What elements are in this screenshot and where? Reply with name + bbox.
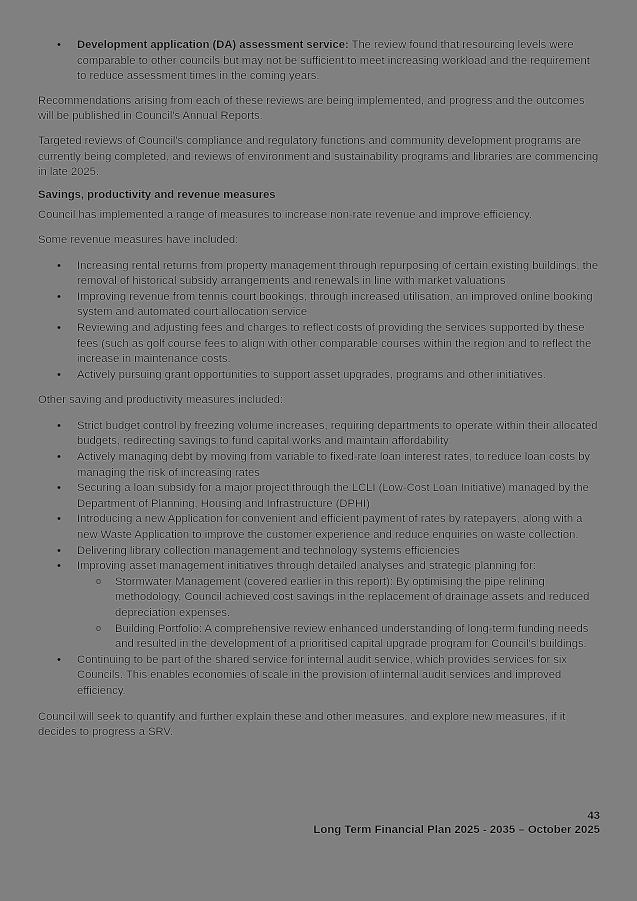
list-item-text: Improving asset management initiatives through detailed analyses and strategic planning for: — [77, 560, 536, 573]
bullet-text: The review found that resourcing levels were comparable to other councils but may not be sufficient to meet increasing workload and the requirement to reduce assessment times in the coming years. — [77, 39, 590, 83]
sub-list-item: o Building Portfolio: A comprehensive review enhanced understanding of long-term funding needs and resulted in the development of a prioritised capital upgrade program for Council's buildings. — [38, 622, 600, 653]
list-item: • Securing a loan subsidy for a major project through the LCLI (Low-Cost Loan Initiative) managed by the Department of Planning, Housing and Infrastructure (DPHI) — [38, 481, 600, 512]
da-review-list — [38, 38, 600, 85]
section-intro: Council has implemented a range of measures to increase non-rate revenue and improve efficiency. — [38, 209, 532, 222]
recommendations-paragraph: Recommendations arising from each of these reviews are being implemented, and progress and the outcomes will be published in Council's Annual Reports. — [38, 94, 585, 123]
list-item: • Strict budget control by freezing volume increases, requiring departments to operate within their allocated budgets, redirecting savings to fund capital works and maintain affordability — [38, 419, 600, 450]
other-measures-intro: Other saving and productivity measures included: — [38, 394, 284, 407]
revenue-intro: Some revenue measures have included: — [38, 233, 239, 246]
list-item: • Increasing rental returns from property management through repurposing of certain existing buildings, the removal of historical subsidy arrangements and renewals in line with market valuations — [38, 259, 600, 290]
document-page — [38, 38, 600, 750]
list-item: • Actively pursuing grant opportunities to support asset upgrades, programs and other initiatives. — [38, 368, 600, 384]
list-item: • Reviewing and adjusting fees and charges to reflect costs of providing the services supported by these fees (such as golf course fees to align with other comparable courses within the region and to reflect the increase in maintenance costs. — [38, 321, 600, 368]
closing-paragraph: Council will seek to quantify and further explain these and other measures, and explore new measures, if it decides to progress a SRV. — [38, 710, 566, 739]
list-item: • Continuing to be part of the shared service for internal audit service, which provides services for six Councils. This enables economies of scale in the provision of internal audit services and improved efficiency. — [38, 653, 600, 700]
revenue-measures-list — [38, 259, 600, 384]
list-item: • Delivering library collection management and technology systems efficiencies — [38, 544, 600, 560]
document-title: Long Term Financial Plan 2025 - 2035 – October 2025 — [313, 824, 600, 836]
page-number: 43 — [587, 810, 600, 822]
list-item — [38, 559, 600, 653]
bullet-lead: Development application (DA) assessment service: — [77, 39, 349, 51]
targeted-reviews-paragraph: Targeted reviews of Council's compliance and regulatory functions and community development programs are currently being completed, and reviews of environment and sustainability programs and libraries are commencing in late 2025. — [38, 134, 599, 179]
section-heading: Savings, productivity and revenue measures — [38, 188, 276, 201]
list-item: • Introducing a new Application for convenient and efficient payment of rates by ratepayers, along with a new Waste Application to improve the customer experience and reduce enquiries on waste collection. — [38, 512, 600, 543]
page-footer — [313, 809, 600, 837]
other-measures-list — [38, 419, 600, 700]
sub-list-item: o Stormwater Management (covered earlier in this report): By optimising the pipe relining methodology, Council achieved cost savings in the replacement of drainage assets and reduced depreciation expenses. — [38, 575, 600, 622]
list-item: • Actively managing debt by moving from variable to fixed-rate loan interest rates, to reduce loan costs by managing the risk of increasing rates — [38, 450, 600, 481]
list-item: • Improving revenue from tennis court bookings, through increased utilisation, an improved online booking system and automated court allocation service — [38, 290, 600, 321]
asset-sub-list — [38, 575, 600, 653]
list-item — [38, 38, 600, 85]
